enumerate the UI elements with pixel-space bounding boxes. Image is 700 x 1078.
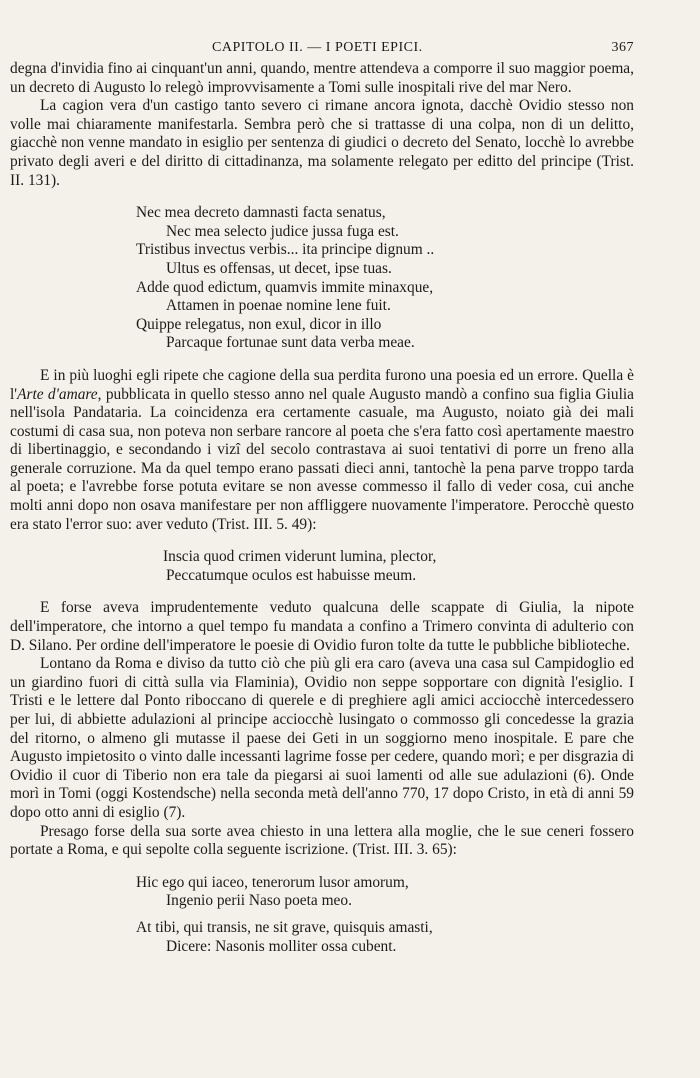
verse-line: At tibi, qui transis, ne sit grave, quisquis amasti,	[136, 918, 433, 936]
verse-line: Dicere: Nasonis molliter ossa cubent.	[166, 937, 397, 955]
verse-quote-tristia-3-5	[163, 548, 634, 585]
page-header	[10, 40, 634, 60]
paragraph-3-end: , pubblicata in quello stesso anno nel quale Augusto mandò a confino sua figlia Giulia nell'isola Pandataria. La coincidenza era certamente casuale, ma Augusto, noiato già dei mali costumi di casa sua, non poteva non serbare rancore al poeta che s'era fatto così apertamente maestro di libertinaggio, e secondando i vizî del secolo contrastava ai suoi tentativi di porre un freno alla generale corruzione. Ma da quel tempo erano passati dieci anni, tantochè la pena parve troppo tarda al poeta; e l'avrebbe forse potuta evitare se non avesse commesso il fallo di veder cosa, cui anche molti anni dopo non osava manifestare per non affliggere nuovamente l'imperatore. Perocchè questo era stato l'error suo: aver veduto (Trist. III. 5. 49):	[10, 385, 634, 533]
paragraph-6: Presago forse della sua sorte avea chiesto in una lettera alla moglie, che le sue ceneri fossero portate a Roma, e qui sepolte colla seguente iscrizione. (Trist. III. 3. 65):	[10, 822, 634, 859]
paragraph-1: degna d'invidia fino ai cinquant'un anni, quando, mentre attendeva a comporre il suo maggior poema, un decreto di Augusto lo relegò improvvisamente a Tomi sulle inospitali rive del mar Nero.	[10, 60, 634, 96]
running-title: CAPITOLO II. — I POETI EPICI.	[212, 40, 423, 55]
verse-line: Nec mea selecto judice jussa fuga est.	[166, 222, 399, 240]
paragraph-5: Lontano da Roma e diviso da tutto ciò che più gli era caro (aveva una casa sul Campidoglio ed un giardino fuori di città sulla via Flaminia), Ovidio non seppe sopportare con dignità l'esiglio. I Tristi e le lettere dal Ponto riboccano di querele e di preghiere agli amici acciocchè intercedessero per lui, di abbiette adulazioni al principe acciocchè lusingato o commosso gli concedesse la grazia del ritorno, o almeno gli mutasse il paese dei Geti in un soggiorno meno inospitale. E pare che Augusto impietosito o vinto dalle incessanti lagrime fosse per cedere, quando morì; e per disgrazia di Ovidio il cuor di Tiberio non era tale da piegarsi ai suoi lamenti od alle sue adulazioni (6). Onde morì in Tomi (oggi Kostendsche) nella seconda metà dell'anno 770, 17 dopo Cristo, in età di anni 59 dopo otto anni di esiglio (7).	[10, 655, 635, 821]
verse-line: Nec mea decreto damnasti facta senatus,	[136, 204, 386, 222]
verse-line: Ingenio perii Naso poeta meo.	[166, 892, 352, 910]
verse-quote-tristia-2	[136, 204, 634, 353]
book-title-italic: Arte d'amare	[17, 385, 98, 403]
paragraph-2: La cagion vera d'un castigo tanto severo ci rimane ancora ignota, dacchè Ovidio stesso non volle mai chiaramente manifestarla. Sembra però che si trattasse di una colpa, non di un delitto, giacchè non venne mandato in esiglio per sentenza di giudici o decreto del Senato, locchè lo avrebbe privato degli averi e del diritto di cittadinanza, ma solamente relegato per editto del principe (Trist. II. 131).	[10, 97, 634, 189]
verse-line: Quippe relegatus, non exul, dicor in illo	[136, 315, 382, 333]
verse-line: Inscia quod crimen viderunt lumina, plector,	[163, 548, 437, 566]
paragraph-4: E forse aveva imprudentemente veduto qualcuna delle scappate di Giulia, la nipote dell'imperatore, che intorno a quel tempo fu mandata a confino a Trimero convinta di adulterio con D. Silano. Per ordine dell'imperatore le poesie di Ovidio furon tolte da tutte le pubbliche biblioteche.	[10, 599, 634, 654]
verse-line: Peccatumque oculos est habuisse meum.	[166, 566, 417, 584]
paragraph-3	[10, 367, 634, 534]
page-number: 367	[611, 40, 634, 55]
paragraph-3-start: E in più luoghi egli ripete che cagione della sua perdita furono una poesia ed un errore. Quella è l'	[10, 366, 634, 403]
verse-line: Tristibus invectus verbis... ita principe dignum ..	[136, 241, 435, 259]
verse-line: Hic ego qui iaceo, tenerorum lusor amorum,	[136, 873, 409, 891]
verse-line: Parcaque fortunae sunt data verba meae.	[166, 334, 415, 352]
book-page	[10, 40, 634, 970]
verse-line: Ultus es offensas, ut decet, ipse tuas.	[166, 259, 392, 277]
verse-epitaph	[136, 874, 634, 956]
verse-line: Attamen in poenae nomine lene fuit.	[166, 297, 391, 315]
stanza-gap	[136, 911, 634, 919]
verse-line: Adde quod edictum, quamvis immite minaxque,	[136, 278, 434, 296]
